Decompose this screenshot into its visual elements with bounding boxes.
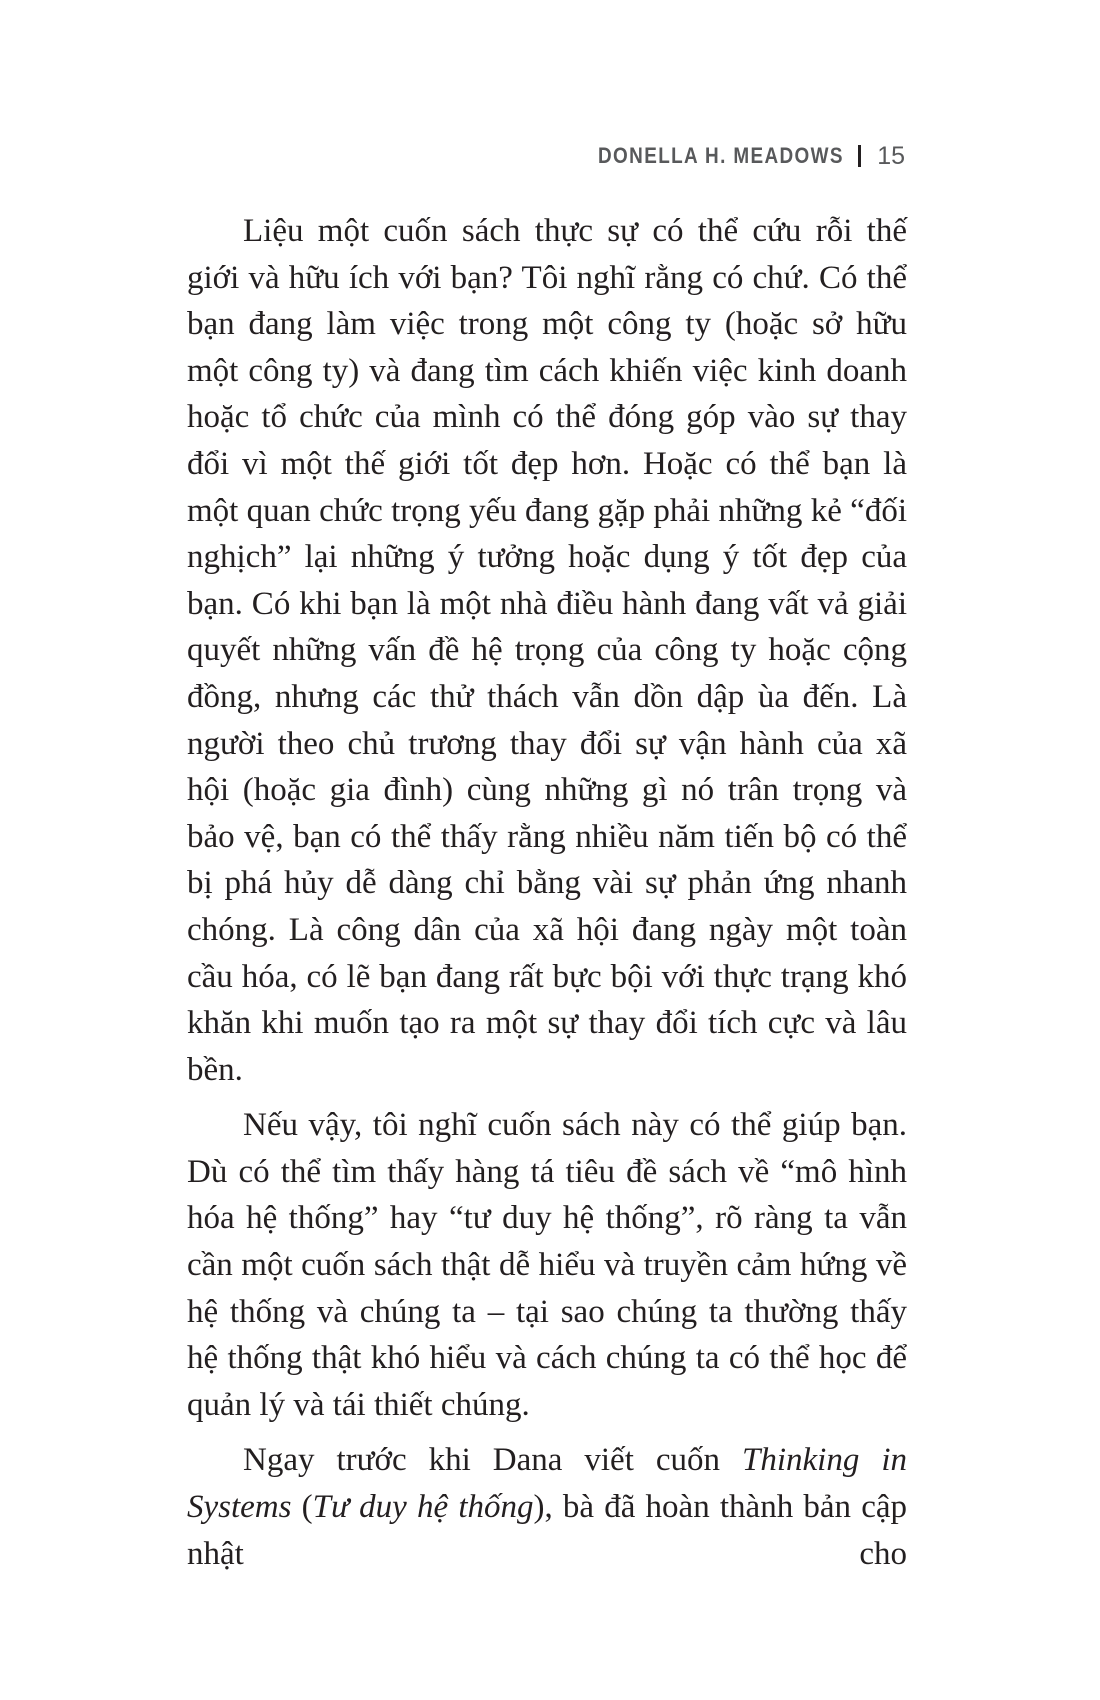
paragraph-1: Liệu một cuốn sách thực sự có thể cứu rỗi thế giới và hữu ích với bạn? Tôi nghĩ rằng có chứ. Có thể bạn đang làm việc trong một công ty (hoặc sở hữu một công ty) và đang tìm cách khiến việc kinh doanh hoặc tổ chức của mình có thể đóng góp vào sự thay đổi vì một thế giới tốt đẹp hơn. Hoặc có thể bạn là một quan chức trọng yếu đang gặp phải những kẻ “đối nghịch” lại những ý tưởng hoặc dụng ý tốt đẹp của bạn. Có khi bạn là một nhà điều hành đang vất vả giải quyết những vấn đề hệ trọng của công ty hoặc cộng đồng, nhưng các thử thách vẫn dồn dập ùa đến. Là người theo chủ trương thay đổi sự vận hành của xã hội (hoặc gia đình) cùng những gì nó trân trọng và bảo vệ, bạn có thể thấy rằng nhiều năm tiến bộ có thể bị phá hủy dễ dàng chỉ bằng vài sự phản ứng nhanh chóng. Là công dân của xã hội đang ngày một toàn cầu hóa, có lẽ bạn đang rất bực bội với thực trạng khó khăn khi muốn tạo ra một sự thay đổi tích cực và lâu bền. xyxy=(187,213,907,1088)
paragraph-3-lead: Ngay trước khi Dana viết cuốn xyxy=(243,1442,742,1479)
paragraph-3-tail: ), bà đã hoàn thành bản cập nhật cho xyxy=(187,1489,907,1572)
paragraph-3 xyxy=(187,1437,907,1577)
running-head-separator xyxy=(858,145,861,167)
page-number: 15 xyxy=(877,141,905,170)
running-head xyxy=(558,138,905,174)
body-text xyxy=(187,208,907,1577)
paragraph-2: Nếu vậy, tôi nghĩ cuốn sách này có thể giúp bạn. Dù có thể tìm thấy hàng tá tiêu đề sách về “mô hình hóa hệ thống” hay “tư duy hệ thống”, rõ ràng ta vẫn cần một cuốn sách thật dễ hiểu và truyền cảm hứng về hệ thống và chúng ta – tại sao chúng ta thường thấy hệ thống thật khó hiểu và cách chúng ta có thể học để quản lý và tái thiết chúng. xyxy=(187,1107,907,1423)
book-title-english: Thinking in Systems xyxy=(187,1442,907,1526)
book-title-vietnamese: Tư duy hệ thống xyxy=(312,1489,534,1526)
paragraph-3-open-paren: ( xyxy=(291,1489,313,1526)
running-head-author: DONELLA H. MEADOWS xyxy=(598,143,845,168)
